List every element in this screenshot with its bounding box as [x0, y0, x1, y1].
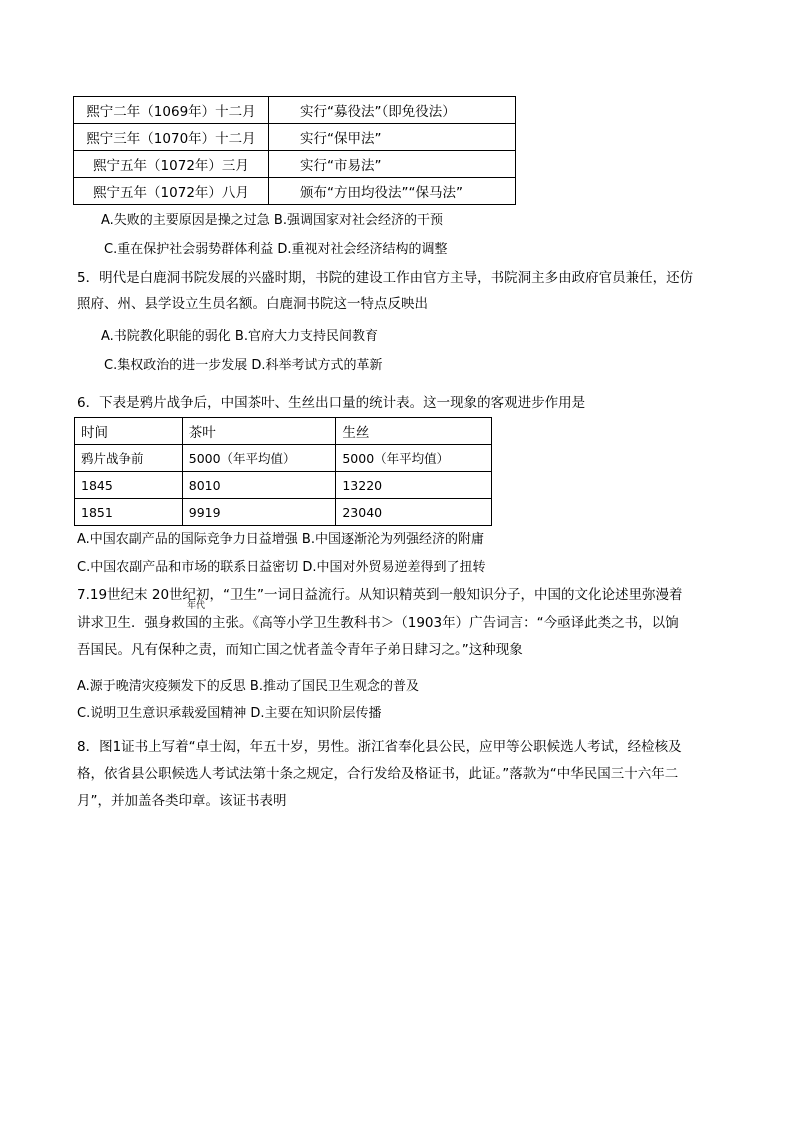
table-row [75, 472, 492, 499]
q7-stem-line2: 讲求卫生．强身救国的主张。《高等小学卫生教科书＞（1903年）广告词言：“今亟译此类之书，以饷 [77, 615, 679, 631]
q6-options-cd: C.中国农副产品和市场的联系日益密切 D.中国对外贸易逆差得到了扭转 [77, 560, 486, 575]
q8-stem-line1: 8．图1证书上写着“卓士闳，年五十岁，男性。浙江省奉化县公民，应甲等公职候选人考试，经检核及 [77, 739, 682, 755]
table-cell: 1845 [75, 472, 183, 499]
q7-stem-line1: 7.19世纪末 20世纪初，“卫生”一词日益流行。从知识精英到一般知识分子，中国的文化论述里弥漫着 [77, 587, 683, 603]
table-row [75, 445, 492, 472]
table-cell: 实行“募役法”（即免役法） [269, 97, 516, 124]
q8-stem-line2: 格，依省县公职候选人考试法第十条之规定，合行发给及格证书，此证。”落款为“中华民国三十六年二 [77, 766, 679, 782]
table-cell: 实行“保甲法” [269, 124, 516, 151]
table-row [74, 178, 516, 205]
q7-options-cd: C.说明卫生意识承载爱国精神 D.主要在知识阶层传播 [77, 706, 382, 721]
table-cell: 9919 [182, 499, 336, 526]
q7-stem-line3: 吾国民。凡有保种之责，而知亡国之忧者盖令青年子弟日肆习之。”这种现象 [77, 642, 523, 658]
q8-stem-line3: 月”，并加盖各类印章。该证书表明 [77, 793, 287, 809]
q7-annotation: 年代 [187, 601, 206, 611]
table-cell: 熙宁二年（1069年）十二月 [74, 97, 269, 124]
q5-options-cd: C.集权政治的进一步发展 D.科举考试方式的革新 [104, 358, 383, 373]
table-cell: 熙宁五年（1072年）八月 [74, 178, 269, 205]
table-header-row [75, 418, 492, 445]
table-cell: 熙宁三年（1070年）十二月 [74, 124, 269, 151]
table-header-cell: 生丝 [336, 418, 492, 445]
q6-stem: 6．下表是鸦片战争后，中国茶叶、生丝出口量的统计表。这一现象的客观进步作用是 [77, 395, 586, 411]
table-row [74, 151, 516, 178]
reform-timeline-table [73, 96, 516, 205]
q4-options-cd: C.重在保护社会弱势群体利益 D.重视对社会经济结构的调整 [104, 242, 448, 257]
table-cell: 13220 [336, 472, 492, 499]
q4-options-ab: A.失败的主要原因是操之过急 B.强调国家对社会经济的干预 [101, 213, 443, 228]
table-cell: 颁布“方田均役法”“保马法” [269, 178, 516, 205]
export-statistics-table [74, 417, 492, 526]
q5-options-ab: A.书院教化职能的弱化 B.官府大力支持民间教育 [101, 329, 378, 344]
table-row [74, 124, 516, 151]
q5-stem-line1: 5．明代是白鹿洞书院发展的兴盛时期，书院的建设工作由官方主导，书院洞主多由政府官员兼任，还仿 [77, 270, 694, 286]
q7-options-ab: A.源于晚清灾疫频发下的反思 B.推动了国民卫生观念的普及 [77, 679, 419, 694]
table-cell: 1851 [75, 499, 183, 526]
table-cell: 实行“市易法” [269, 151, 516, 178]
table-cell: 8010 [182, 472, 336, 499]
table-row [74, 97, 516, 124]
q5-stem-line2: 照府、州、县学设立生员名额。白鹿洞书院这一特点反映出 [77, 296, 428, 312]
table-cell: 23040 [336, 499, 492, 526]
table-cell: 5000（年平均值） [182, 445, 336, 472]
table-cell: 鸦片战争前 [75, 445, 183, 472]
table-row [75, 499, 492, 526]
table-cell: 5000（年平均值） [336, 445, 492, 472]
table-header-cell: 茶叶 [182, 418, 336, 445]
table-cell: 熙宁五年（1072年）三月 [74, 151, 269, 178]
q6-options-ab: A.中国农副产品的国际竞争力日益增强 B.中国逐渐沦为列强经济的附庸 [77, 532, 484, 547]
table-header-cell: 时间 [75, 418, 183, 445]
